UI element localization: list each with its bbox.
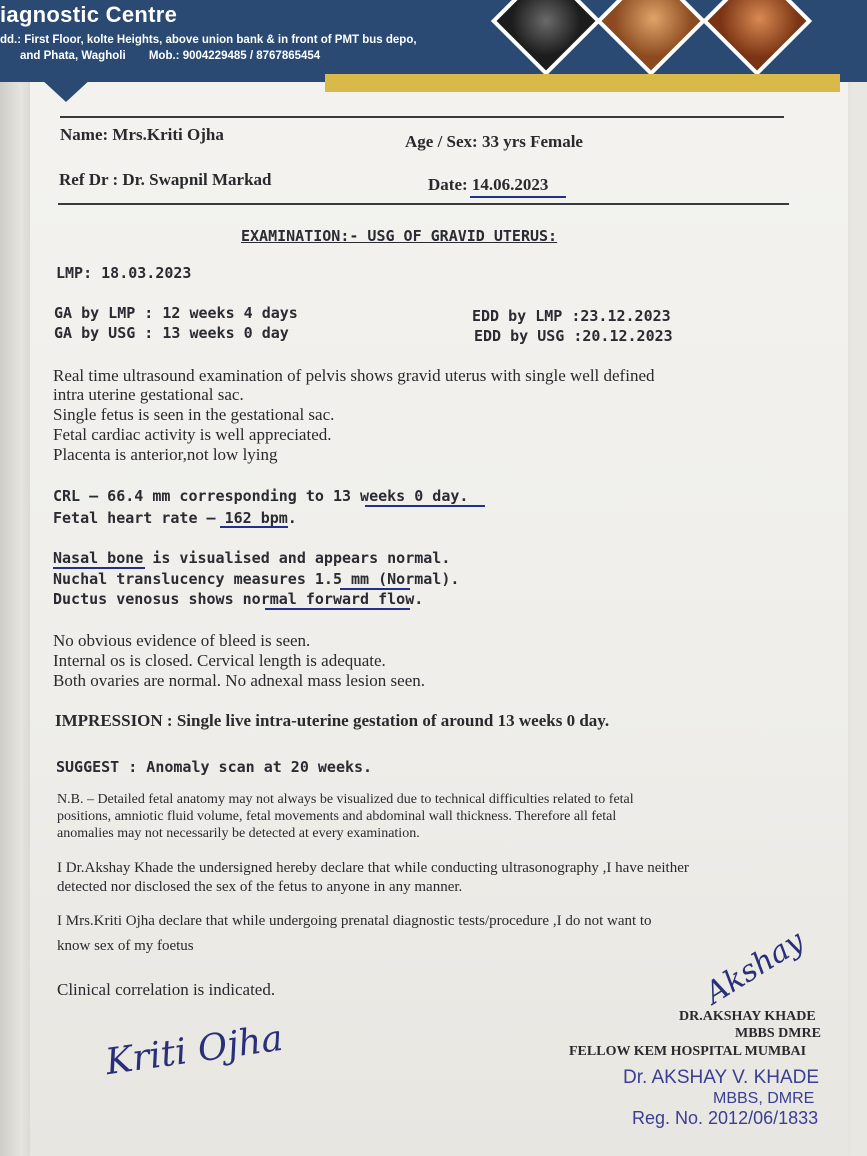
baby-image-icon bbox=[702, 0, 812, 76]
patient-name: Name: Mrs.Kriti Ojha bbox=[60, 125, 224, 144]
finding-line: Real time ultrasound examination of pelvis shows gravid uterus with single well defined bbox=[53, 366, 655, 385]
referring-doctor: Ref Dr : Dr. Swapnil Markad bbox=[59, 170, 272, 189]
nuchal-translucency: Nuchal translucency measures 1.5 mm (Normal). bbox=[53, 570, 460, 588]
header-notch bbox=[40, 78, 92, 102]
finding-line: intra uterine gestational sac. bbox=[53, 385, 244, 404]
stamp-reg-no: Reg. No. 2012/06/1833 bbox=[632, 1108, 819, 1128]
doctor-name: DR.AKSHAY KHADE bbox=[679, 1009, 816, 1024]
impression: IMPRESSION : Single live intra-uterine gestation of around 13 weeks 0 day. bbox=[55, 711, 610, 730]
other-finding-line: No obvious evidence of bleed is seen. bbox=[53, 631, 311, 650]
ga-by-usg: GA by USG : 13 weeks 0 day bbox=[54, 324, 289, 342]
other-finding-line: Both ovaries are normal. No adnexal mass lesion seen. bbox=[53, 671, 426, 690]
other-finding-line: Internal os is closed. Cervical length is adequate. bbox=[53, 651, 386, 670]
finding-line: Placenta is anterior,not low lying bbox=[53, 445, 278, 464]
letterhead bbox=[0, 0, 867, 82]
fhr-ink-underline bbox=[220, 526, 288, 528]
nb-line: anomalies may not necessarily be detected at every examination. bbox=[57, 826, 420, 841]
patient-declaration-line: know sex of my foetus bbox=[57, 938, 194, 954]
report-date: Date: 14.06.2023 bbox=[428, 175, 549, 194]
doctor-declaration-line: detected nor disclosed the sex of the fetus to anyone in any manner. bbox=[57, 879, 463, 895]
stamp-name: Dr. AKSHAY V. KHADE bbox=[623, 1067, 820, 1088]
doctor-fellowship: FELLOW KEM HOSPITAL MUMBAI bbox=[569, 1044, 807, 1059]
address-locality: and Phata, Wagholi bbox=[20, 50, 126, 62]
clinical-correlation: Clinical correlation is indicated. bbox=[57, 980, 276, 999]
crl-ink-underline bbox=[365, 505, 485, 507]
suggestion: SUGGEST : Anomaly scan at 20 weeks. bbox=[56, 758, 373, 776]
divider-top bbox=[60, 116, 784, 118]
dv-ink-underline bbox=[265, 608, 410, 610]
finding-line: Single fetus is seen in the gestational sac. bbox=[53, 405, 335, 424]
lmp-date: LMP: 18.03.2023 bbox=[56, 264, 192, 282]
crl-measurement: CRL – 66.4 mm corresponding to 13 weeks 0 day. bbox=[53, 487, 469, 505]
mobile-numbers: Mob.: 9004229485 / 8767865454 bbox=[148, 50, 321, 62]
ductus-venosus: Ductus venosus shows normal forward flow. bbox=[53, 590, 424, 608]
fetus-image-icon bbox=[596, 0, 706, 76]
stamp-degree: MBBS, DMRE bbox=[713, 1090, 815, 1107]
nb-line: positions, amniotic fluid volume, fetal movements and abdominal wall thickness. Therefore all fetal bbox=[57, 809, 617, 824]
patient-age-sex: Age / Sex: 33 yrs Female bbox=[405, 132, 583, 151]
ultrasound-image-icon bbox=[491, 0, 601, 76]
address-line-1: dd.: First Floor, kolte Heights, above union bank & in front of PMT bus depo, bbox=[0, 34, 417, 46]
doctor-degree: MBBS DMRE bbox=[735, 1026, 821, 1041]
centre-title: iagnostic Centre bbox=[0, 2, 178, 27]
doctor-signature: Akshay bbox=[699, 923, 811, 1012]
exam-title: EXAMINATION:- USG OF GRAVID UTERUS: bbox=[241, 227, 558, 245]
ga-by-lmp: GA by LMP : 12 weeks 4 days bbox=[54, 304, 298, 322]
edd-by-lmp: EDD by LMP :23.12.2023 bbox=[472, 307, 671, 325]
nasal-bone: Nasal bone is visualised and appears normal. bbox=[53, 549, 451, 567]
divider-bottom bbox=[58, 203, 789, 205]
nb-line: N.B. – Detailed fetal anatomy may not always be visualized due to technical difficulties related to fetal bbox=[57, 792, 634, 807]
address-line-2 bbox=[20, 50, 320, 62]
date-ink-underline bbox=[470, 196, 566, 198]
edd-by-usg: EDD by USG :20.12.2023 bbox=[474, 327, 673, 345]
binder-edge bbox=[0, 0, 30, 1156]
nasal-ink-underline bbox=[53, 567, 145, 569]
doctor-declaration-line: I Dr.Akshay Khade the undersigned hereby declare that while conducting ultrasonography ,I have neither bbox=[57, 860, 689, 876]
header-accent-band bbox=[325, 74, 840, 92]
finding-line: Fetal cardiac activity is well appreciated. bbox=[53, 425, 332, 444]
patient-declaration-line: I Mrs.Kriti Ojha declare that while undergoing prenatal diagnostic tests/procedure ,I do not want to bbox=[57, 913, 652, 929]
patient-signature: Kriti Ojha bbox=[103, 1017, 286, 1084]
fetal-heart-rate: Fetal heart rate – 162 bpm. bbox=[53, 509, 297, 527]
